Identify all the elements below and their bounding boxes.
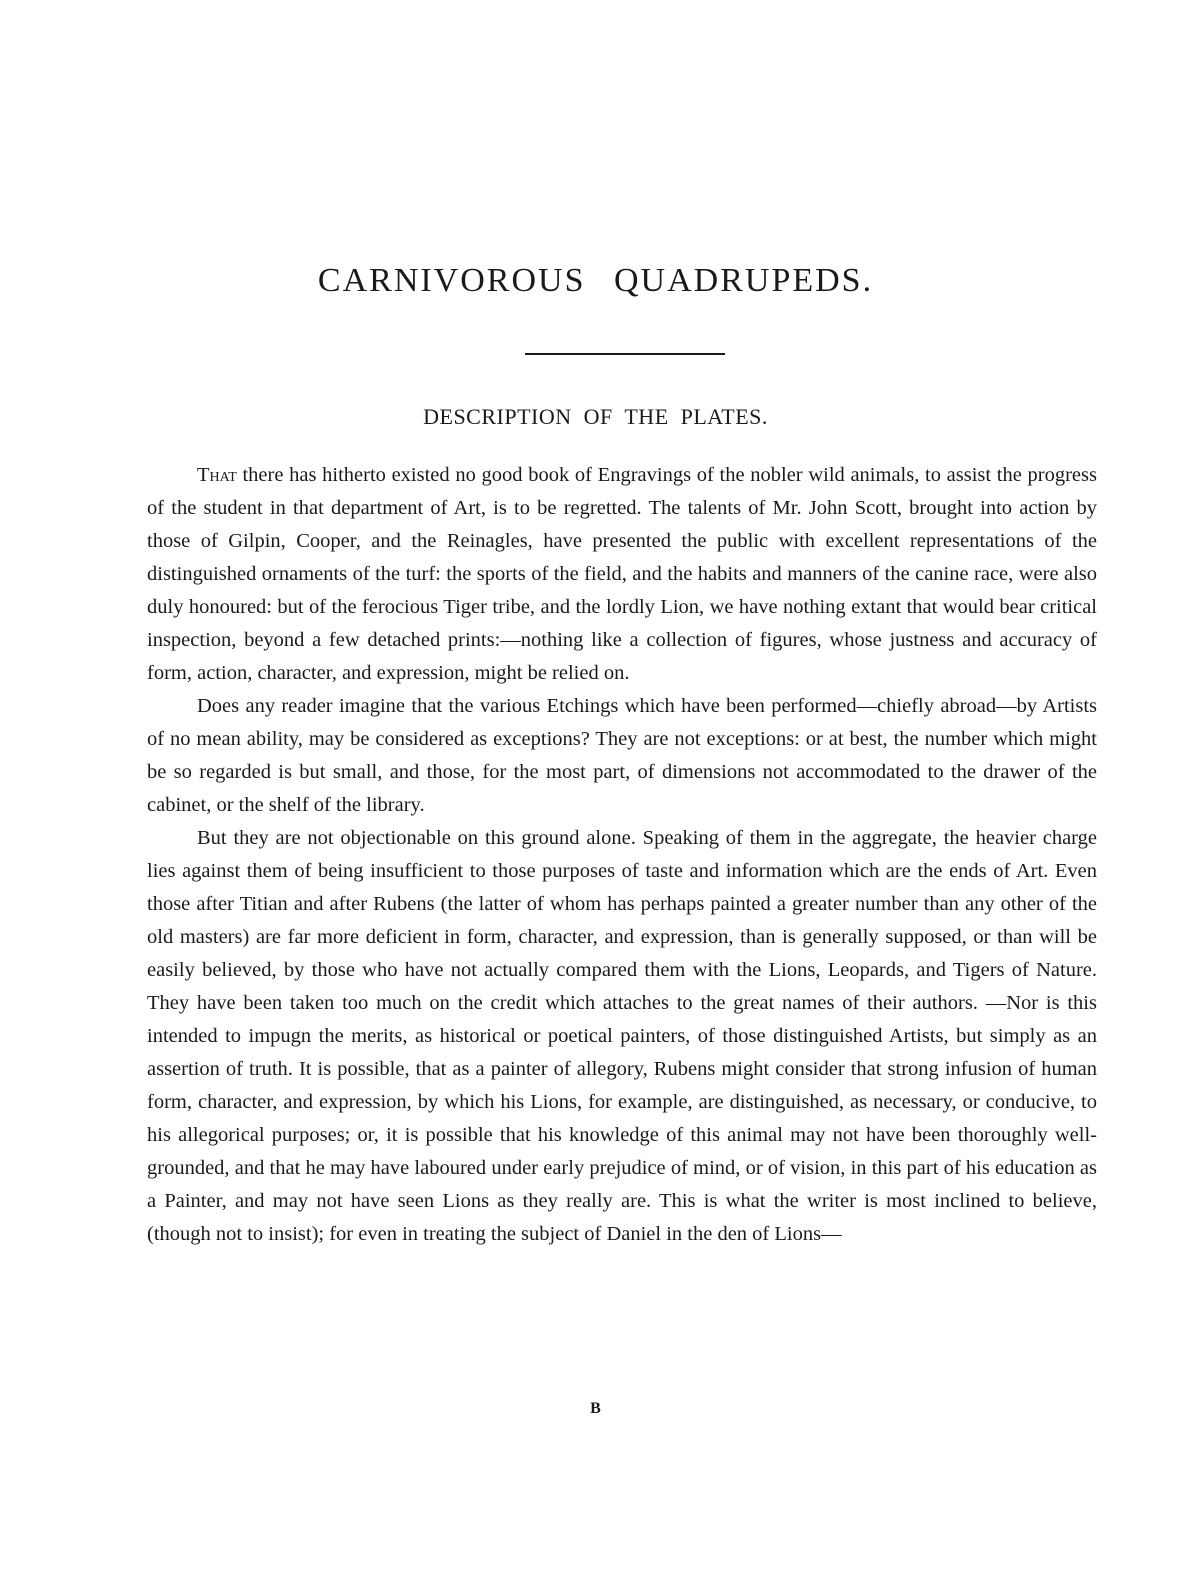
paragraph-text: But they are not objectionable on this ground alone. Speaking of them in the aggregate, the heavier charge lies against them of being insufficient to those purposes of taste and information which are the ends of Art. Even those after Titian and after Rubens (the latter of whom has perhaps painted a greater number than any other of the old masters) are far more deficient in form, character, and expression, than is generally supposed, or than will be easily believed, by those who have not actually compared them with the Lions, Leopards, and Tigers of Nature. They have been taken too much on the credit which attaches to the great names of their authors. —Nor is this intended to impugn the merits, as historical or poetical painters, of those distinguished Artists, but simply as an assertion of truth. It is possible, that as a painter of allegory, Rubens might consider that strong infusion of human form, character, and expression, by which his Lions, for example, are distinguished, as necessary, or conducive, to his allegorical purposes; or, it is possible that his knowledge of this animal may not have been thoroughly well-grounded, and that he may have laboured under early prejudice of mind, or of vision, in this part of his education as a Painter, and may not have seen Lions as they really are. This is what the writer is most inclined to believe, (though not to insist); for even in treating the subject of Daniel in the den of Lions— — [147, 827, 1097, 1245]
paragraph-1 — [147, 459, 1097, 690]
signature-mark: B — [590, 1400, 601, 1417]
paragraph-3 — [147, 822, 1097, 1251]
paragraph-text: there has hitherto existed no good book of Engravings of the nobler wild animals, to assist the progress of the student in that department of Art, is to be regretted. The talents of Mr. John Scott, brought into action by those of Gilpin, Cooper, and the Reinagles, have presented the public with excellent representations of the distinguished ornaments of the turf: the sports of the field, and the habits and manners of the canine race, were also duly honoured: but of the ferocious Tiger tribe, and the lordly Lion, we have nothing extant that would bear critical inspection, beyond a few detached prints:—nothing like a collection of figures, whose justness and accuracy of form, action, character, and expression, might be relied on. — [147, 464, 1097, 684]
page-title: CARNIVOROUS QUADRUPEDS. — [317, 262, 874, 299]
title-rule-divider — [525, 353, 725, 355]
section-subtitle: DESCRIPTION OF THE PLATES. — [423, 404, 768, 429]
body-text — [147, 459, 1097, 1251]
paragraph-2 — [147, 690, 1097, 822]
paragraph-lead-word: That — [197, 464, 237, 486]
paragraph-text: Does any reader imagine that the various Etchings which have been performed—chiefly abroad—by Artists of no mean ability, may be considered as exceptions? They are not exceptions: or at best, the number which might be so regarded is but small, and those, for the most part, of dimensions not accommodated to the drawer of the cabinet, or the shelf of the library. — [147, 695, 1097, 816]
